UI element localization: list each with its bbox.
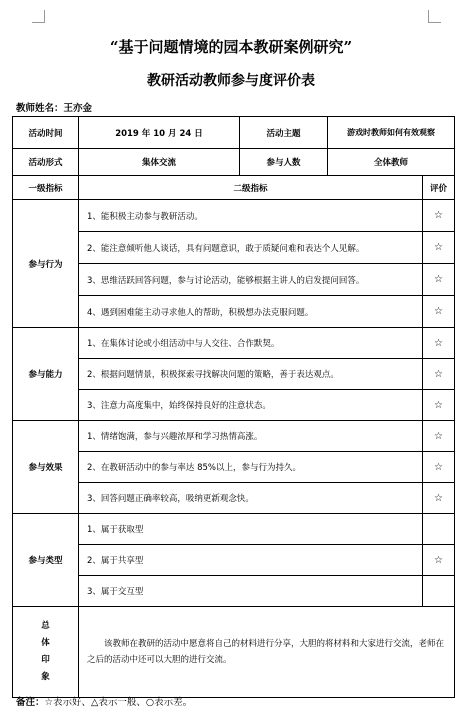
section-label: 参与类型 xyxy=(13,514,79,607)
rating-star-icon: ☆ xyxy=(423,328,455,359)
level1-header: 一级指标 xyxy=(13,176,79,200)
rating-header: 评价 xyxy=(423,176,455,200)
rating-star-icon xyxy=(423,514,455,545)
rating-star-icon: ☆ xyxy=(423,452,455,483)
document-title: “基于问题情境的园本教研案例研究” xyxy=(109,38,353,56)
participant-count-value: 全体教师 xyxy=(328,149,455,176)
rating-star-icon: ☆ xyxy=(423,545,455,576)
criteria-row xyxy=(13,452,455,483)
rating-star-icon: ☆ xyxy=(423,200,455,232)
crop-mark-left xyxy=(32,10,45,23)
criterion-text: 2、根据问题情景，积极探索寻找解决问题的策略，善于表达观点。 xyxy=(79,359,423,390)
criteria-row xyxy=(13,232,455,264)
criterion-text: 3、属于交互型 xyxy=(79,576,423,607)
summary-text: 该教师在教研的活动中愿意将自己的材料进行分享，大胆的将材料和大家进行交流，老师在之后的活动中还可以大胆的进行交流。 xyxy=(79,607,455,698)
criterion-text: 3、注意力高度集中，始终保持良好的注意状态。 xyxy=(79,390,423,421)
rating-star-icon: ☆ xyxy=(423,359,455,390)
summary-label xyxy=(13,607,79,698)
rating-star-icon: ☆ xyxy=(423,390,455,421)
criterion-text: 2、在教研活动中的参与率达 85%以上，参与行为持久。 xyxy=(79,452,423,483)
criteria-row xyxy=(13,264,455,296)
document-subtitle: 教研活动教师参与度评价表 xyxy=(147,73,315,89)
rating-star-icon: ☆ xyxy=(423,421,455,452)
summary-label-char: 象 xyxy=(41,672,50,682)
criterion-text: 3、回答问题正确率较高，吸纳更新观念快。 xyxy=(79,483,423,514)
criteria-row xyxy=(13,576,455,607)
criteria-row xyxy=(13,545,455,576)
section-label: 参与行为 xyxy=(13,200,79,328)
summary-label-char: 体 xyxy=(41,638,50,648)
criterion-text: 1、在集体讨论或小组活动中与人交往、合作默契。 xyxy=(79,328,423,359)
criteria-row xyxy=(13,328,455,359)
criteria-row xyxy=(13,296,455,328)
rating-star-icon: ☆ xyxy=(423,483,455,514)
criterion-text: 1、属于获取型 xyxy=(79,514,423,545)
section-label: 参与能力 xyxy=(13,328,79,421)
rating-star-icon xyxy=(423,576,455,607)
criteria-row xyxy=(13,483,455,514)
activity-form-value: 集体交流 xyxy=(79,149,240,176)
level2-header: 二级指标 xyxy=(79,176,423,200)
note-label: 备注： xyxy=(16,697,45,708)
criterion-text: 2、属于共享型 xyxy=(79,545,423,576)
note-line xyxy=(16,694,192,708)
header-row xyxy=(13,176,455,200)
activity-topic-value: 游戏时教师如何有效观察 xyxy=(328,117,455,149)
activity-time-value: 2019 年 10 月 24 日 xyxy=(79,117,240,149)
info-row-form xyxy=(13,149,455,176)
teacher-name-value: 王亦金 xyxy=(63,103,93,114)
criterion-text: 2、能注意倾听他人谈话，具有问题意识，敢于质疑问难和表达个人见解。 xyxy=(79,232,423,264)
teacher-name-line xyxy=(16,100,92,114)
criterion-text: 1、情绪饱满，参与兴趣浓厚和学习热情高涨。 xyxy=(79,421,423,452)
criterion-text: 1、能积极主动参与教研活动。 xyxy=(79,200,423,232)
evaluation-table xyxy=(12,116,455,698)
summary-label-char: 总 xyxy=(41,621,50,631)
crop-mark-right xyxy=(428,10,441,23)
criteria-row xyxy=(13,359,455,390)
criterion-text: 4、遇到困难能主动寻求他人的帮助，积极想办法克服问题。 xyxy=(79,296,423,328)
rating-star-icon: ☆ xyxy=(423,264,455,296)
rating-star-icon: ☆ xyxy=(423,296,455,328)
criteria-row xyxy=(13,514,455,545)
activity-time-label: 活动时间 xyxy=(13,117,79,149)
criteria-row xyxy=(13,390,455,421)
summary-row xyxy=(13,607,455,698)
activity-form-label: 活动形式 xyxy=(13,149,79,176)
criteria-row xyxy=(13,421,455,452)
criteria-row xyxy=(13,200,455,232)
criterion-text: 3、思维活跃回答问题，参与讨论活动，能够根据主讲人的启发提问回答。 xyxy=(79,264,423,296)
section-label: 参与效果 xyxy=(13,421,79,514)
info-row-time xyxy=(13,117,455,149)
rating-star-icon: ☆ xyxy=(423,232,455,264)
note-text: ☆表示好、△表示一般、○表示差。 xyxy=(44,697,193,708)
activity-topic-label: 活动主题 xyxy=(240,117,328,149)
summary-label-char: 印 xyxy=(41,655,50,665)
teacher-name-label: 教师姓名： xyxy=(16,103,64,114)
participant-count-label: 参与人数 xyxy=(240,149,328,176)
